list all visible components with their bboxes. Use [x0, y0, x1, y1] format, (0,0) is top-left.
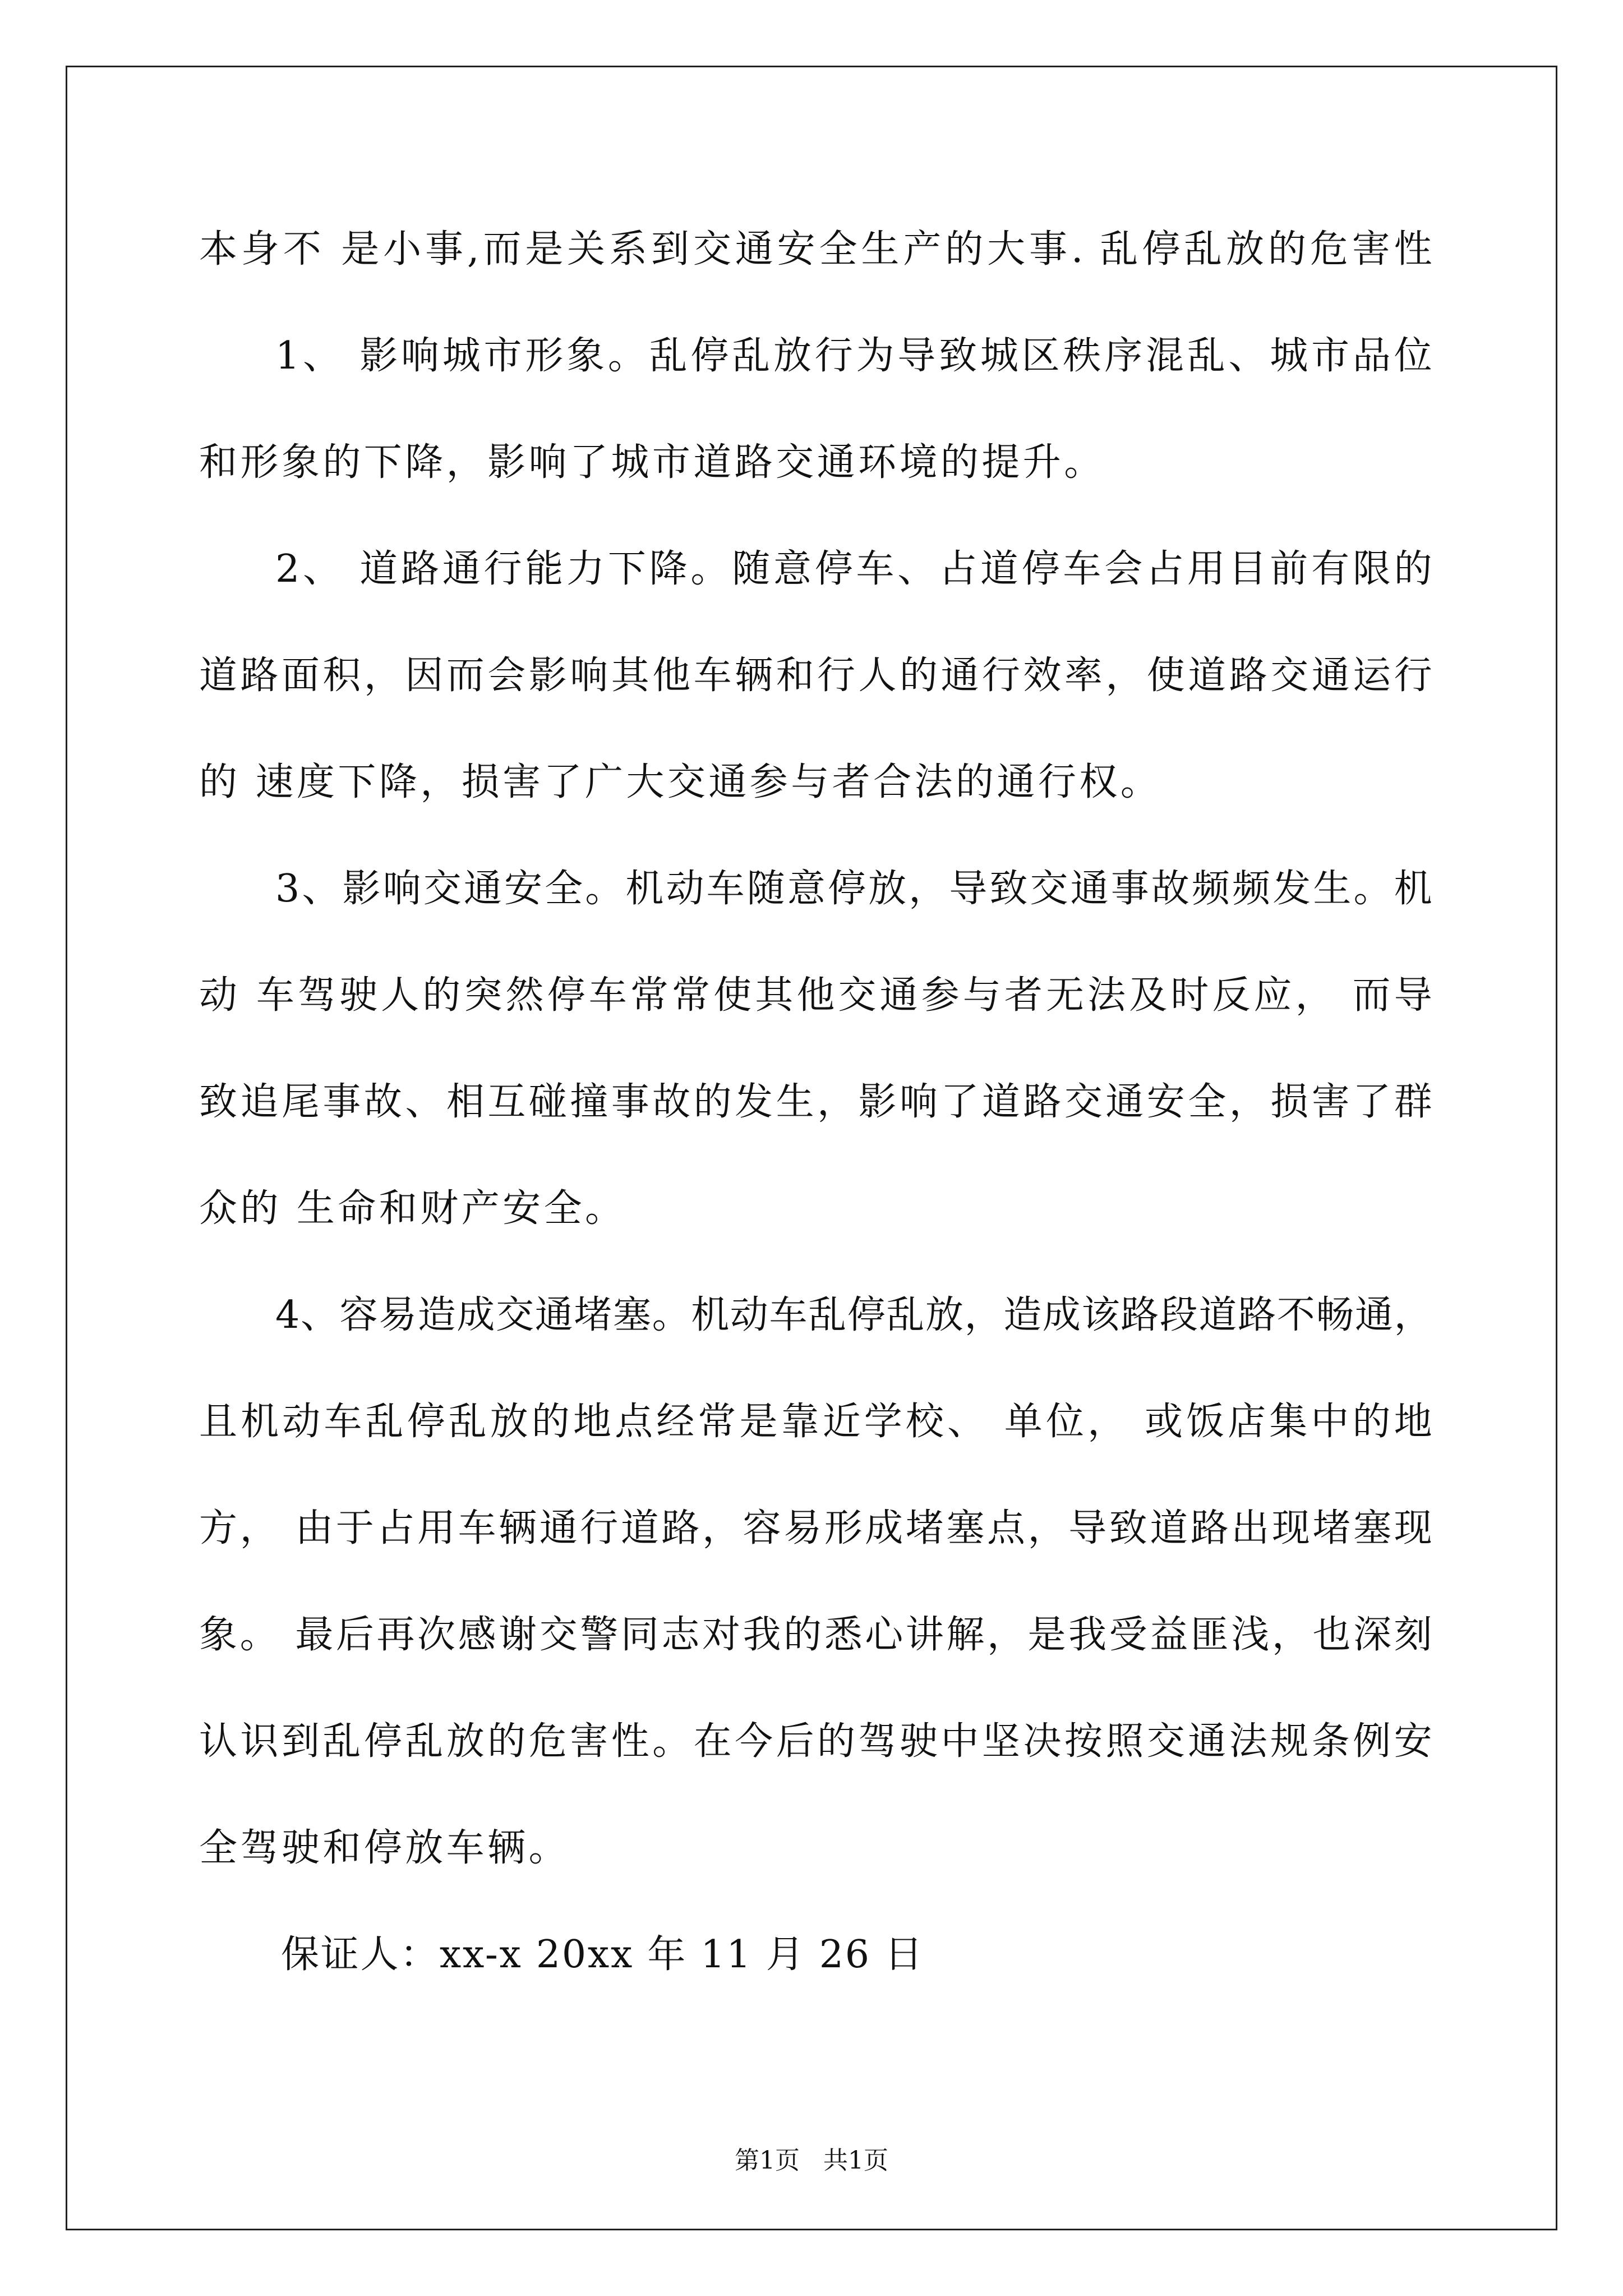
paragraph-line: 认识到乱停乱放的危害性。在今后的驾驶中坚决按照交通法规条例安 [199, 1719, 1433, 1764]
paragraph-line: 1、 影响城市形象。乱停乱放行为导致城区秩序混乱、城市品位 [275, 334, 1433, 378]
paragraph-line: 2、 道路通行能力下降。随意停车、占道停车会占用目前有限的 [275, 547, 1433, 591]
document-body [199, 196, 1433, 2008]
paragraph-line: 象。 最后再次感谢交警同志对我的悉心讲解，是我受益匪浅，也深刻 [199, 1613, 1433, 1657]
signature-line: 保证人：xx-x 20xx 年 11 月 26 日 [281, 1932, 924, 1977]
paragraph-line: 全驾驶和停放车辆。 [199, 1826, 570, 1870]
paragraph-line: 动 车驾驶人的突然停车常常使其他交通参与者无法及时反应， 而导 [199, 973, 1433, 1018]
page-number: 第1页 共1页 [735, 2146, 888, 2175]
paragraph-line: 众的 生命和财产安全。 [199, 1186, 626, 1231]
paragraph-line: 致追尾事故、相互碰撞事故的发生，影响了道路交通安全，损害了群 [199, 1080, 1433, 1124]
paragraph-line: 4、容易造成交通堵塞。机动车乱停乱放，造成该路段道路不畅通， [275, 1293, 1433, 1337]
paragraph-line: 方， 由于占用车辆通行道路，容易形成堵塞点，导致道路出现堵塞现 [199, 1506, 1433, 1550]
paragraph-line: 和形象的下降，影响了城市道路交通环境的提升。 [199, 440, 1105, 485]
paragraph-line: 3、影响交通安全。机动车随意停放，导致交通事故频频发生。机 [275, 867, 1433, 911]
paragraph-line: 且机动车乱停乱放的地点经常是靠近学校、 单位， 或饭店集中的地 [199, 1400, 1433, 1444]
paragraph-line: 本身不 是小事,而是关系到交通安全生产的大事. 乱停乱放的危害性 [199, 227, 1433, 272]
paragraph-line: 道路面积，因而会影响其他车辆和行人的通行效率，使道路交通运行 [199, 654, 1433, 698]
paragraph-line: 的 速度下降，损害了广大交通参与者合法的通行权。 [199, 760, 1162, 804]
